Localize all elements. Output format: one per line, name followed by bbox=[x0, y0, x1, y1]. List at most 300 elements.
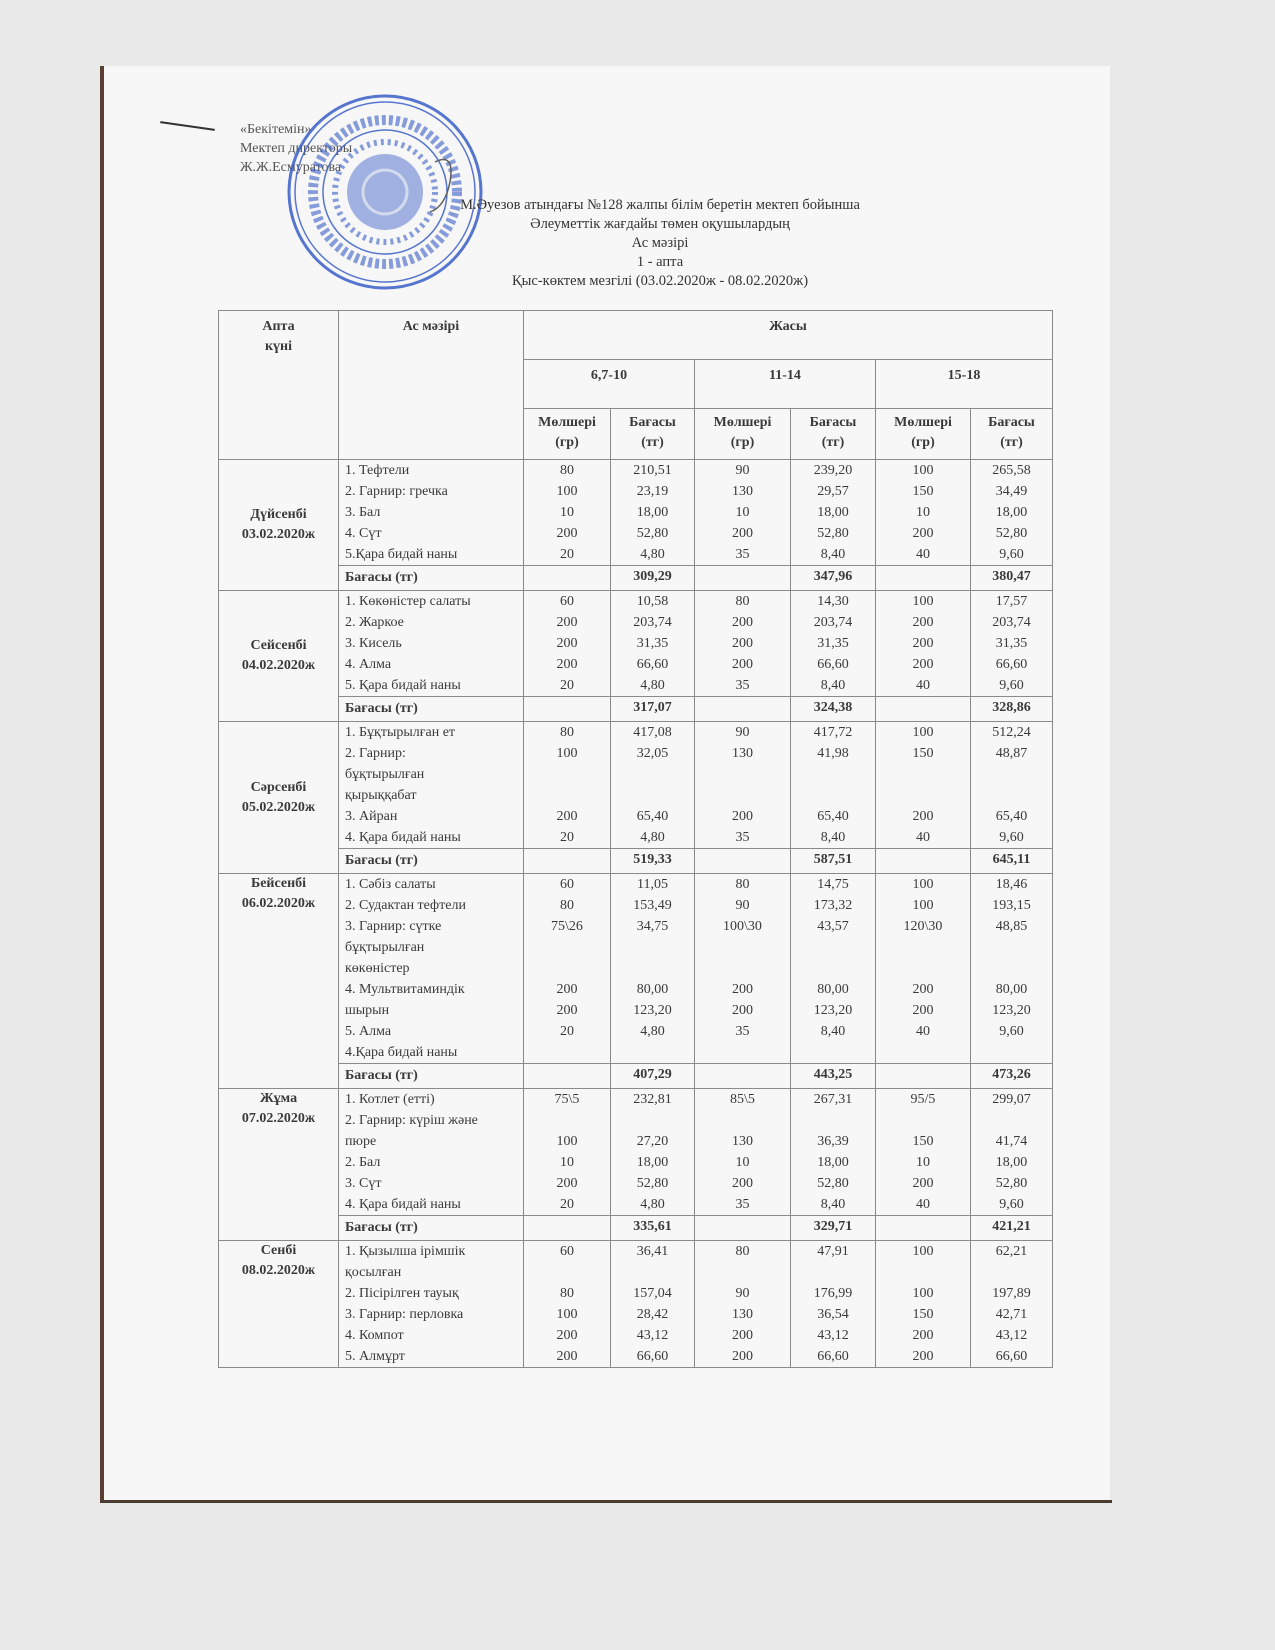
total-qty-empty bbox=[695, 849, 791, 874]
price-value: 52,80 bbox=[995, 1176, 1028, 1191]
price-value: 123,20 bbox=[992, 1003, 1031, 1018]
price-cell bbox=[611, 1241, 695, 1368]
price-cell bbox=[971, 1089, 1053, 1216]
price-value: 18,00 bbox=[636, 1155, 669, 1170]
menu-item: 4.Қара бидай наны bbox=[345, 1045, 458, 1060]
qty-value: 90 bbox=[735, 1286, 750, 1301]
price-value: 203,74 bbox=[633, 615, 672, 630]
menu-item: 3. Бал bbox=[345, 505, 381, 520]
qty-value: 100 bbox=[912, 1286, 934, 1301]
price-value bbox=[611, 937, 694, 958]
price-value: 18,00 bbox=[817, 1155, 849, 1170]
qty-cell bbox=[524, 1241, 611, 1368]
total-price: 473,26 bbox=[971, 1064, 1053, 1089]
qty-cell bbox=[695, 722, 791, 849]
total-price: 519,33 bbox=[611, 849, 695, 874]
qty-value: 100 bbox=[556, 746, 578, 761]
menu-items-cell bbox=[339, 874, 524, 1064]
qty-value bbox=[524, 1262, 610, 1283]
qty-value: 60 bbox=[560, 1244, 574, 1259]
menu-item: 3. Сүт bbox=[345, 1176, 382, 1191]
price-cell bbox=[611, 722, 695, 849]
approval-line: Мектеп директоры bbox=[240, 141, 353, 156]
price-value: 31,35 bbox=[636, 636, 669, 651]
qty-cell bbox=[695, 874, 791, 1064]
qty-value: 80 bbox=[560, 1286, 574, 1301]
qty-value: 60 bbox=[560, 877, 574, 892]
total-row bbox=[219, 1064, 1053, 1089]
total-qty-empty bbox=[876, 849, 971, 874]
total-price: 324,38 bbox=[791, 697, 876, 722]
qty-value: 10 bbox=[735, 505, 750, 520]
qty-value: 10 bbox=[916, 1155, 930, 1170]
qty-value: 85\5 bbox=[730, 1092, 755, 1107]
qty-value: 35 bbox=[735, 1197, 750, 1212]
total-price: 587,51 bbox=[791, 849, 876, 874]
price-value: 62,21 bbox=[995, 1244, 1028, 1259]
price-value: 48,85 bbox=[995, 919, 1028, 934]
qty-value: 80 bbox=[735, 877, 750, 892]
price-value: 153,49 bbox=[633, 898, 672, 913]
qty-cell bbox=[876, 460, 971, 566]
qty-cell bbox=[695, 1089, 791, 1216]
price-value bbox=[791, 958, 875, 979]
price-value: 8,40 bbox=[820, 830, 846, 845]
price-value: 417,08 bbox=[633, 725, 672, 740]
price-value: 29,57 bbox=[817, 484, 849, 499]
qty-value: 200 bbox=[912, 1328, 934, 1343]
scan-edge-left bbox=[100, 66, 104, 1502]
header-price: Бағасы (тг) bbox=[791, 409, 876, 460]
menu-item: 5. Қара бидай наны bbox=[345, 678, 461, 693]
qty-value bbox=[695, 1110, 790, 1131]
menu-item: пюре bbox=[345, 1134, 377, 1149]
qty-value: 40 bbox=[916, 1197, 930, 1212]
qty-value: 20 bbox=[560, 1197, 574, 1212]
total-label: Бағасы (тг) bbox=[339, 566, 524, 591]
day-name: Бейсенбі bbox=[250, 876, 307, 891]
qty-value: 35 bbox=[735, 830, 750, 845]
total-label: Бағасы (тг) bbox=[339, 1216, 524, 1241]
price-value: 4,80 bbox=[640, 1197, 665, 1212]
price-value: 197,89 bbox=[992, 1286, 1031, 1301]
qty-value: 100 bbox=[912, 594, 934, 609]
day-row bbox=[219, 874, 1053, 1064]
title-line: М.Әуезов атындағы №128 жалпы білім беретін мектеп бойынша bbox=[460, 197, 860, 213]
qty-value: 90 bbox=[735, 725, 750, 740]
menu-item: 5.Қара бидай наны bbox=[345, 547, 458, 562]
qty-value: 200 bbox=[556, 1003, 578, 1018]
menu-item: 2. Бал bbox=[345, 1155, 381, 1170]
qty-value: 200 bbox=[556, 636, 578, 651]
price-value: 66,60 bbox=[995, 657, 1028, 672]
total-qty-empty bbox=[695, 566, 791, 591]
day-date: 07.02.2020ж bbox=[241, 1111, 316, 1126]
price-value: 9,60 bbox=[999, 830, 1024, 845]
qty-cell bbox=[876, 1241, 971, 1368]
day-date: 06.02.2020ж bbox=[241, 896, 316, 911]
menu-item: 2. Судактан тефтели bbox=[345, 898, 466, 913]
menu-item: 1. Сәбіз салаты bbox=[345, 877, 436, 892]
qty-value: 90 bbox=[735, 463, 750, 478]
header-age-group: 15-18 bbox=[876, 360, 1053, 409]
price-value: 28,42 bbox=[636, 1307, 669, 1322]
price-value: 52,80 bbox=[636, 1176, 669, 1191]
total-qty-empty bbox=[524, 697, 611, 722]
menu-item: көкөністер bbox=[345, 961, 410, 976]
price-value bbox=[791, 1110, 875, 1131]
price-value: 210,51 bbox=[633, 463, 672, 478]
price-value: 203,74 bbox=[813, 615, 853, 630]
price-value: 193,15 bbox=[992, 898, 1031, 913]
day-date: 05.02.2020ж bbox=[241, 799, 316, 815]
price-value: 42,71 bbox=[995, 1307, 1028, 1322]
qty-value: 80 bbox=[560, 898, 574, 913]
price-value bbox=[971, 1042, 1052, 1063]
qty-cell bbox=[695, 1241, 791, 1368]
total-price: 309,29 bbox=[611, 566, 695, 591]
price-value: 18,00 bbox=[995, 1155, 1028, 1170]
header-day: Апта күні bbox=[219, 311, 339, 460]
qty-value: 200 bbox=[912, 615, 934, 630]
menu-item: 5. Алма bbox=[345, 1024, 392, 1039]
menu-items-cell bbox=[339, 591, 524, 697]
qty-cell bbox=[524, 722, 611, 849]
price-value: 8,40 bbox=[820, 678, 846, 693]
price-cell bbox=[971, 460, 1053, 566]
price-value bbox=[611, 785, 694, 806]
total-qty-empty bbox=[876, 566, 971, 591]
menu-item: 3. Кисель bbox=[345, 636, 402, 651]
qty-value bbox=[695, 785, 790, 806]
day-date: 03.02.2020ж bbox=[241, 527, 316, 542]
price-value: 9,60 bbox=[999, 678, 1024, 693]
menu-table-body bbox=[219, 460, 1053, 1368]
day-date: 04.02.2020ж bbox=[241, 658, 316, 673]
menu-item: 4. Қара бидай наны bbox=[345, 830, 461, 845]
qty-value: 80 bbox=[735, 1244, 750, 1259]
total-label: Бағасы (тг) bbox=[339, 1064, 524, 1089]
total-price: 317,07 bbox=[611, 697, 695, 722]
price-value: 65,40 bbox=[995, 809, 1028, 824]
price-value: 36,41 bbox=[636, 1244, 669, 1259]
price-value: 4,80 bbox=[640, 547, 665, 562]
menu-item: 4. Мультвитаминдік bbox=[345, 982, 465, 997]
price-value: 31,35 bbox=[817, 636, 849, 651]
qty-value: 100 bbox=[912, 1244, 934, 1259]
approval-line: «Бекітемін» bbox=[240, 122, 312, 137]
qty-value: 200 bbox=[556, 982, 578, 997]
qty-cell bbox=[876, 591, 971, 697]
price-value: 52,80 bbox=[817, 526, 849, 541]
price-cell bbox=[971, 591, 1053, 697]
qty-value: 75\26 bbox=[551, 919, 583, 934]
qty-value: 200 bbox=[912, 1003, 934, 1018]
total-price: 329,71 bbox=[791, 1216, 876, 1241]
qty-value: 35 bbox=[735, 678, 750, 693]
price-value: 512,24 bbox=[992, 725, 1031, 740]
price-value: 8,40 bbox=[820, 547, 846, 562]
qty-value bbox=[876, 1110, 970, 1131]
price-value: 41,74 bbox=[995, 1134, 1028, 1149]
price-value: 80,00 bbox=[636, 982, 669, 997]
menu-item: 3. Гарнир: перловка bbox=[345, 1307, 464, 1322]
qty-value: 150 bbox=[912, 1307, 934, 1322]
total-price: 645,11 bbox=[971, 849, 1053, 874]
price-value bbox=[971, 1262, 1052, 1283]
price-value: 36,39 bbox=[817, 1134, 849, 1149]
price-value: 239,20 bbox=[813, 463, 853, 478]
qty-value: 200 bbox=[556, 526, 578, 541]
qty-value bbox=[876, 1262, 970, 1283]
day-row bbox=[219, 722, 1053, 849]
menu-item: 4. Сүт bbox=[345, 526, 382, 541]
header-qty: Мөлшері (гр) bbox=[524, 409, 611, 460]
qty-value bbox=[695, 937, 790, 958]
day-cell bbox=[219, 460, 339, 591]
qty-value: 100 bbox=[556, 1134, 578, 1149]
price-value: 52,80 bbox=[636, 526, 669, 541]
price-value: 66,60 bbox=[817, 1349, 849, 1364]
day-row bbox=[219, 1089, 1053, 1216]
menu-items-cell bbox=[339, 1089, 524, 1216]
price-value: 43,12 bbox=[636, 1328, 669, 1343]
price-value: 34,75 bbox=[636, 919, 669, 934]
menu-item: 4. Компот bbox=[345, 1328, 404, 1343]
document-title bbox=[300, 196, 1020, 291]
qty-value: 130 bbox=[732, 484, 753, 499]
day-cell bbox=[219, 1241, 339, 1368]
price-value bbox=[791, 1042, 875, 1063]
qty-value bbox=[876, 958, 970, 979]
price-cell bbox=[791, 722, 876, 849]
qty-value: 200 bbox=[556, 1176, 578, 1191]
price-value: 299,07 bbox=[992, 1092, 1031, 1107]
qty-value: 75\5 bbox=[554, 1092, 580, 1107]
total-row bbox=[219, 566, 1053, 591]
price-value: 123,20 bbox=[633, 1003, 672, 1018]
header-age-group: 6,7-10 bbox=[524, 360, 695, 409]
price-value: 18,00 bbox=[995, 505, 1028, 520]
price-value: 27,20 bbox=[636, 1134, 669, 1149]
qty-value: 200 bbox=[912, 982, 934, 997]
price-value: 41,98 bbox=[817, 746, 849, 761]
total-qty-empty bbox=[695, 697, 791, 722]
qty-value: 200 bbox=[912, 1176, 934, 1191]
qty-value: 120\30 bbox=[903, 919, 943, 934]
menu-item: қосылған bbox=[345, 1265, 402, 1280]
price-value: 66,60 bbox=[636, 657, 669, 672]
qty-value: 200 bbox=[556, 1328, 578, 1343]
price-value: 9,60 bbox=[999, 547, 1024, 562]
qty-value: 10 bbox=[560, 1155, 574, 1170]
header-menu: Ас мәзірі bbox=[339, 311, 524, 460]
total-qty-empty bbox=[695, 1216, 791, 1241]
qty-value: 200 bbox=[912, 526, 934, 541]
day-cell bbox=[219, 874, 339, 1089]
qty-cell bbox=[695, 460, 791, 566]
approval-line: Ж.Ж.Есмуратова bbox=[240, 160, 342, 175]
menu-item: қырыққабат bbox=[345, 788, 417, 803]
day-row bbox=[219, 1241, 1053, 1368]
qty-value bbox=[524, 1110, 610, 1131]
qty-value: 200 bbox=[732, 526, 753, 541]
price-value: 65,40 bbox=[817, 809, 849, 824]
day-name: Жұма bbox=[259, 1091, 298, 1106]
qty-value: 200 bbox=[732, 809, 753, 824]
qty-value: 10 bbox=[560, 505, 574, 520]
qty-cell bbox=[695, 591, 791, 697]
total-qty-empty bbox=[695, 1064, 791, 1089]
price-cell bbox=[611, 874, 695, 1064]
price-value bbox=[611, 1110, 694, 1131]
menu-item: бұқтырылған bbox=[345, 767, 425, 782]
qty-value: 40 bbox=[916, 830, 930, 845]
price-value bbox=[611, 1262, 694, 1283]
qty-value: 35 bbox=[735, 1024, 750, 1039]
price-value: 4,80 bbox=[640, 830, 665, 845]
price-value: 31,35 bbox=[995, 636, 1028, 651]
total-price: 407,29 bbox=[611, 1064, 695, 1089]
day-row bbox=[219, 591, 1053, 697]
qty-value bbox=[695, 764, 790, 785]
total-qty-empty bbox=[876, 697, 971, 722]
price-value: 17,57 bbox=[995, 594, 1028, 609]
price-cell bbox=[791, 591, 876, 697]
title-line: Ас мәзірі bbox=[631, 235, 689, 251]
price-value: 157,04 bbox=[633, 1286, 672, 1301]
qty-value bbox=[695, 1042, 790, 1063]
price-value bbox=[971, 1110, 1052, 1131]
menu-item: 1. Көкөністер салаты bbox=[345, 594, 471, 609]
price-value: 4,80 bbox=[640, 1024, 665, 1039]
day-row bbox=[219, 460, 1053, 566]
price-value bbox=[611, 764, 694, 785]
total-label: Бағасы (тг) bbox=[339, 849, 524, 874]
menu-item: 5. Алмұрт bbox=[345, 1349, 405, 1364]
qty-value: 200 bbox=[732, 1349, 753, 1364]
qty-value: 100 bbox=[912, 877, 934, 892]
qty-cell bbox=[876, 1089, 971, 1216]
price-value: 43,57 bbox=[817, 919, 849, 934]
qty-cell bbox=[876, 722, 971, 849]
menu-item: бұқтырылған bbox=[345, 940, 425, 955]
menu-item: 2. Жаркое bbox=[345, 615, 404, 630]
price-value: 52,80 bbox=[995, 526, 1028, 541]
price-cell bbox=[791, 874, 876, 1064]
menu-table bbox=[218, 310, 1053, 1368]
price-cell bbox=[791, 1241, 876, 1368]
qty-value: 20 bbox=[560, 1024, 574, 1039]
qty-value: 130 bbox=[732, 1134, 753, 1149]
qty-value bbox=[876, 764, 970, 785]
qty-value: 200 bbox=[556, 1349, 578, 1364]
total-qty-empty bbox=[524, 849, 611, 874]
qty-cell bbox=[876, 874, 971, 1064]
qty-value: 150 bbox=[912, 746, 934, 761]
price-value bbox=[791, 937, 875, 958]
price-value bbox=[971, 785, 1052, 806]
price-cell bbox=[611, 1089, 695, 1216]
total-price: 328,86 bbox=[971, 697, 1053, 722]
qty-value: 100 bbox=[556, 484, 578, 499]
day-name: Дүйсенбі bbox=[250, 507, 307, 522]
qty-value: 200 bbox=[732, 657, 753, 672]
price-value: 18,46 bbox=[995, 877, 1028, 892]
qty-value bbox=[524, 937, 610, 958]
price-value bbox=[791, 764, 875, 785]
total-price: 380,47 bbox=[971, 566, 1053, 591]
price-value: 14,30 bbox=[817, 594, 849, 609]
qty-value: 60 bbox=[560, 594, 574, 609]
day-name: Сенбі bbox=[260, 1243, 297, 1258]
price-value: 52,80 bbox=[817, 1176, 849, 1191]
day-cell bbox=[219, 722, 339, 874]
price-value: 48,87 bbox=[995, 746, 1028, 761]
price-cell bbox=[971, 1241, 1053, 1368]
price-value: 173,32 bbox=[813, 898, 853, 913]
qty-value bbox=[876, 785, 970, 806]
day-cell bbox=[219, 591, 339, 722]
total-qty-empty bbox=[876, 1064, 971, 1089]
menu-item: 3. Айран bbox=[345, 809, 398, 824]
qty-value: 40 bbox=[916, 1024, 930, 1039]
qty-value bbox=[695, 1262, 790, 1283]
qty-value: 20 bbox=[560, 678, 574, 693]
price-value: 34,49 bbox=[995, 484, 1028, 499]
price-cell bbox=[611, 460, 695, 566]
price-value: 11,05 bbox=[637, 877, 668, 892]
qty-value: 200 bbox=[732, 1176, 753, 1191]
price-value bbox=[971, 937, 1052, 958]
price-value: 14,75 bbox=[817, 877, 849, 892]
qty-value: 130 bbox=[732, 1307, 753, 1322]
qty-value: 200 bbox=[732, 615, 753, 630]
qty-value bbox=[524, 785, 610, 806]
qty-value: 20 bbox=[560, 830, 574, 845]
price-value: 65,40 bbox=[636, 809, 669, 824]
price-value: 43,12 bbox=[995, 1328, 1028, 1343]
price-value: 66,60 bbox=[995, 1349, 1028, 1364]
price-value: 267,31 bbox=[813, 1092, 853, 1107]
price-value: 203,74 bbox=[992, 615, 1031, 630]
qty-value: 200 bbox=[556, 657, 578, 672]
qty-value: 20 bbox=[560, 547, 574, 562]
price-value: 43,12 bbox=[817, 1328, 849, 1343]
menu-item: 2. Гарнир: гречка bbox=[345, 484, 448, 499]
title-line: 1 - апта bbox=[636, 254, 684, 270]
qty-value bbox=[876, 937, 970, 958]
price-value: 9,60 bbox=[999, 1197, 1024, 1212]
total-label: Бағасы (тг) bbox=[339, 697, 524, 722]
price-value bbox=[971, 958, 1052, 979]
menu-item: 4. Алма bbox=[345, 657, 392, 672]
price-value: 18,00 bbox=[636, 505, 669, 520]
total-row bbox=[219, 697, 1053, 722]
qty-value: 200 bbox=[732, 1328, 753, 1343]
price-value bbox=[791, 1262, 875, 1283]
menu-item: 1. Тефтели bbox=[345, 463, 410, 478]
price-value bbox=[611, 958, 694, 979]
price-cell bbox=[971, 722, 1053, 849]
total-price: 421,21 bbox=[971, 1216, 1053, 1241]
price-value: 80,00 bbox=[817, 982, 849, 997]
price-cell bbox=[611, 591, 695, 697]
price-value: 80,00 bbox=[995, 982, 1028, 997]
qty-value: 40 bbox=[916, 678, 930, 693]
qty-value: 200 bbox=[732, 636, 753, 651]
total-qty-empty bbox=[876, 1216, 971, 1241]
